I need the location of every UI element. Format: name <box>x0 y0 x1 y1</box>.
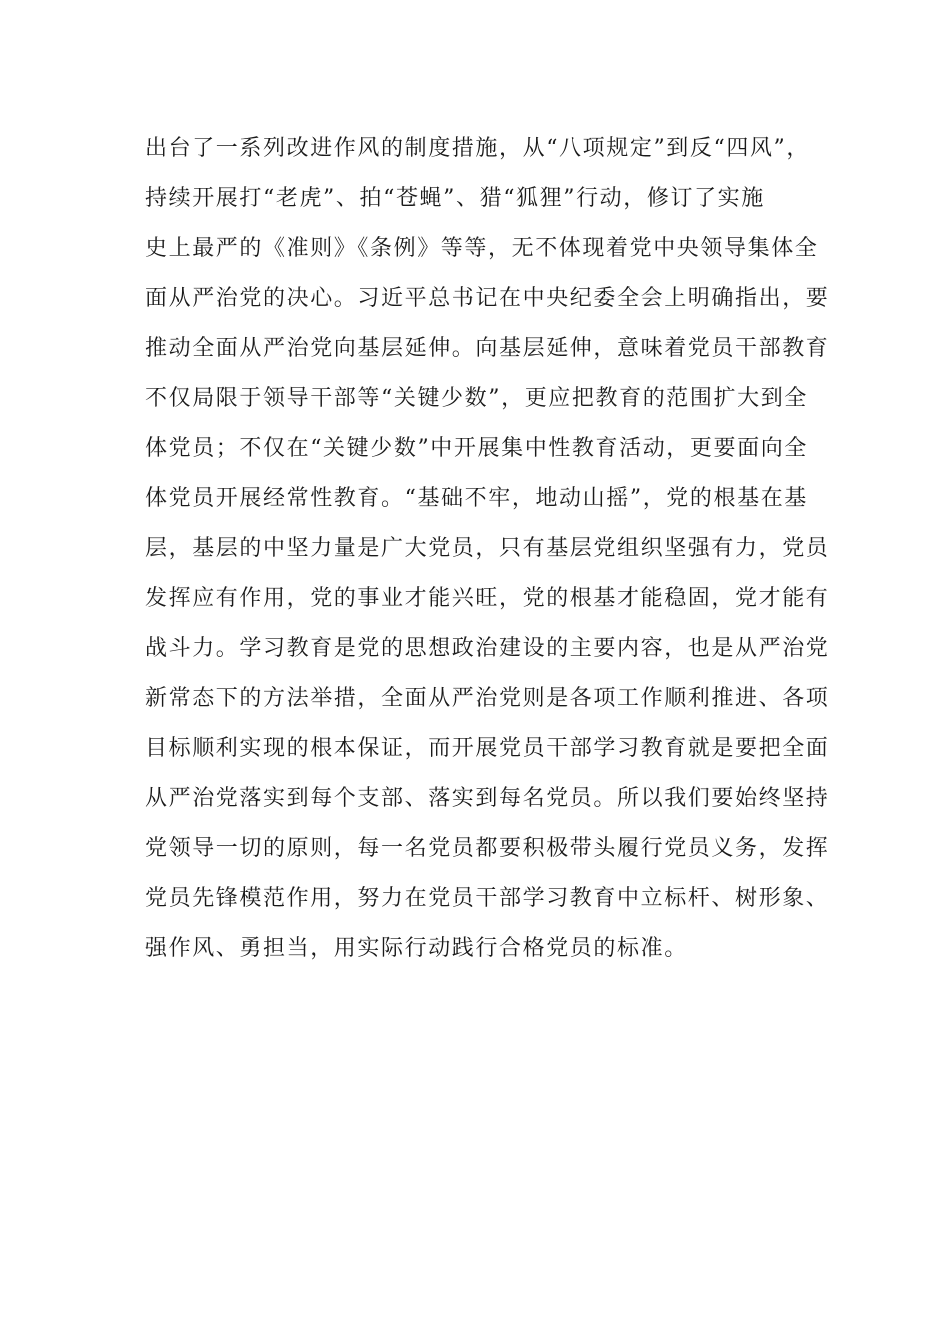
text-line: 不仅局限于领导干部等“关键少数”，更应把教育的范围扩大到全 <box>145 386 808 411</box>
text-line: 体党员开展经常性教育。“基础不牢，地动山摇”，党的根基在基 <box>145 486 808 511</box>
text-line: 从严治党落实到每个支部、落实到每名党员。所以我们要始终坚持 <box>145 786 830 811</box>
text-line: 面从严治党的决心。习近平总书记在中央纪委全会上明确指出，要 <box>145 286 830 311</box>
text-line: 党领导一切的原则，每一名党员都要积极带头履行党员义务，发挥 <box>145 836 830 861</box>
text-line: 战斗力。学习教育是党的思想政治建设的主要内容，也是从严治党 <box>145 636 830 661</box>
text-line: 史上最严的《准则》《条例》等等，无不体现着党中央领导集体全 <box>145 236 819 261</box>
text-line: 党员先锋模范作用，努力在党员干部学习教育中立标杆、树形象、 <box>145 886 830 911</box>
text-line: 目标顺利实现的根本保证，而开展党员干部学习教育就是要把全面 <box>145 736 830 761</box>
text-line: 持续开展打“老虎”、拍“苍蝇”、猎“狐狸”行动，修订了实施 <box>145 186 765 211</box>
text-line: 发挥应有作用，党的事业才能兴旺，党的根基才能稳固，党才能有 <box>145 586 830 611</box>
text-line: 强作风、勇担当，用实际行动践行合格党员的标准。 <box>145 936 688 961</box>
text-line: 出台了一系列改进作风的制度措施，从“八项规定”到反“四风”， <box>145 136 810 161</box>
text-line: 推动全面从严治党向基层延伸。向基层延伸，意味着党员干部教育 <box>145 336 830 361</box>
text-line: 体党员；不仅在“关键少数”中开展集中性教育活动，更要面向全 <box>145 436 808 461</box>
text-line: 新常态下的方法举措，全面从严治党则是各项工作顺利推进、各项 <box>145 686 830 711</box>
body-paragraph <box>145 124 830 974</box>
text-line: 层，基层的中坚力量是广大党员，只有基层党组织坚强有力，党员 <box>145 536 830 561</box>
